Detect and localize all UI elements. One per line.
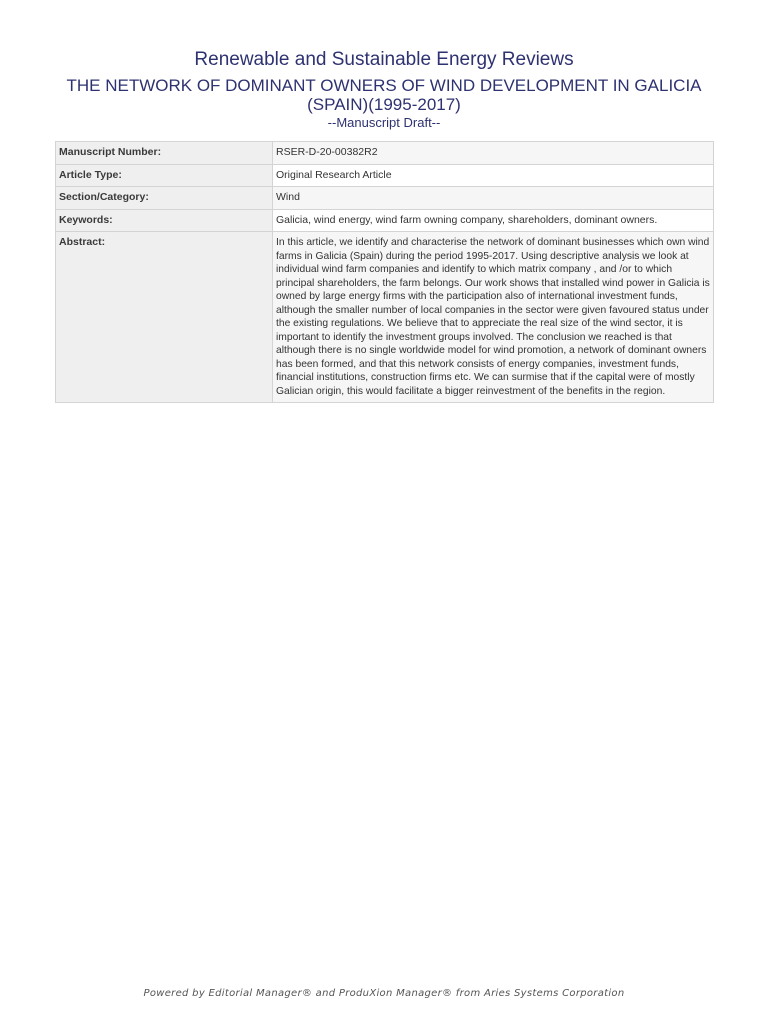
article-title: THE NETWORK OF DOMINANT OWNERS OF WIND DEVELOPMENT IN GALICIA (SPAIN)(1995-2017) <box>66 76 702 114</box>
draft-label: --Manuscript Draft-- <box>327 115 441 130</box>
table-row-keywords <box>56 209 714 232</box>
manuscript-info-table <box>55 141 714 403</box>
journal-title: Renewable and Sustainable Energy Reviews <box>194 49 574 70</box>
section-category-label: Section/Category: <box>56 187 273 210</box>
manuscript-number-label: Manuscript Number: <box>56 142 273 165</box>
table-row-article-type <box>56 164 714 187</box>
table-row-manuscript-number <box>56 142 714 165</box>
table-row-abstract <box>56 232 714 403</box>
document-header <box>0 48 768 131</box>
article-type-value: Original Research Article <box>273 164 714 187</box>
keywords-label: Keywords: <box>56 209 273 232</box>
footer-credit: Powered by Editorial Manager® and ProduXion Manager® from Aries Systems Corporation <box>143 988 625 999</box>
table-row-section-category <box>56 187 714 210</box>
section-category-value: Wind <box>273 187 714 210</box>
article-type-label: Article Type: <box>56 164 273 187</box>
abstract-value: In this article, we identify and characterise the network of dominant businesses which own wind farms in Galicia (Spain) during the period 1995-2017. Using descriptive analysis we look at individual wind farm companies and identify to which matrix company , and /or to which principal shareholders, the farm belongs. Our work shows that installed wind power in Galicia is owned by large energy firms with the participation also of international investment funds, although the smaller number of local companies in the sector were given favoured status under the existing regulations. We believe that to appreciate the real size of the wind sector, it is important to identify the investment groups involved. The conclusion we reached is that although there is no single worldwide model for wind promotion, a network of dominant owners has been formed, and that this network consists of energy companies, investment funds, financial institutions, construction firms etc. We can surmise that if the capital were of mostly Galician origin, this would facilitate a bigger reinvestment of the benefits in the region. <box>273 232 714 403</box>
keywords-value: Galicia, wind energy, wind farm owning company, shareholders, dominant owners. <box>273 209 714 232</box>
manuscript-number-value: RSER-D-20-00382R2 <box>273 142 714 165</box>
abstract-label: Abstract: <box>56 232 273 403</box>
